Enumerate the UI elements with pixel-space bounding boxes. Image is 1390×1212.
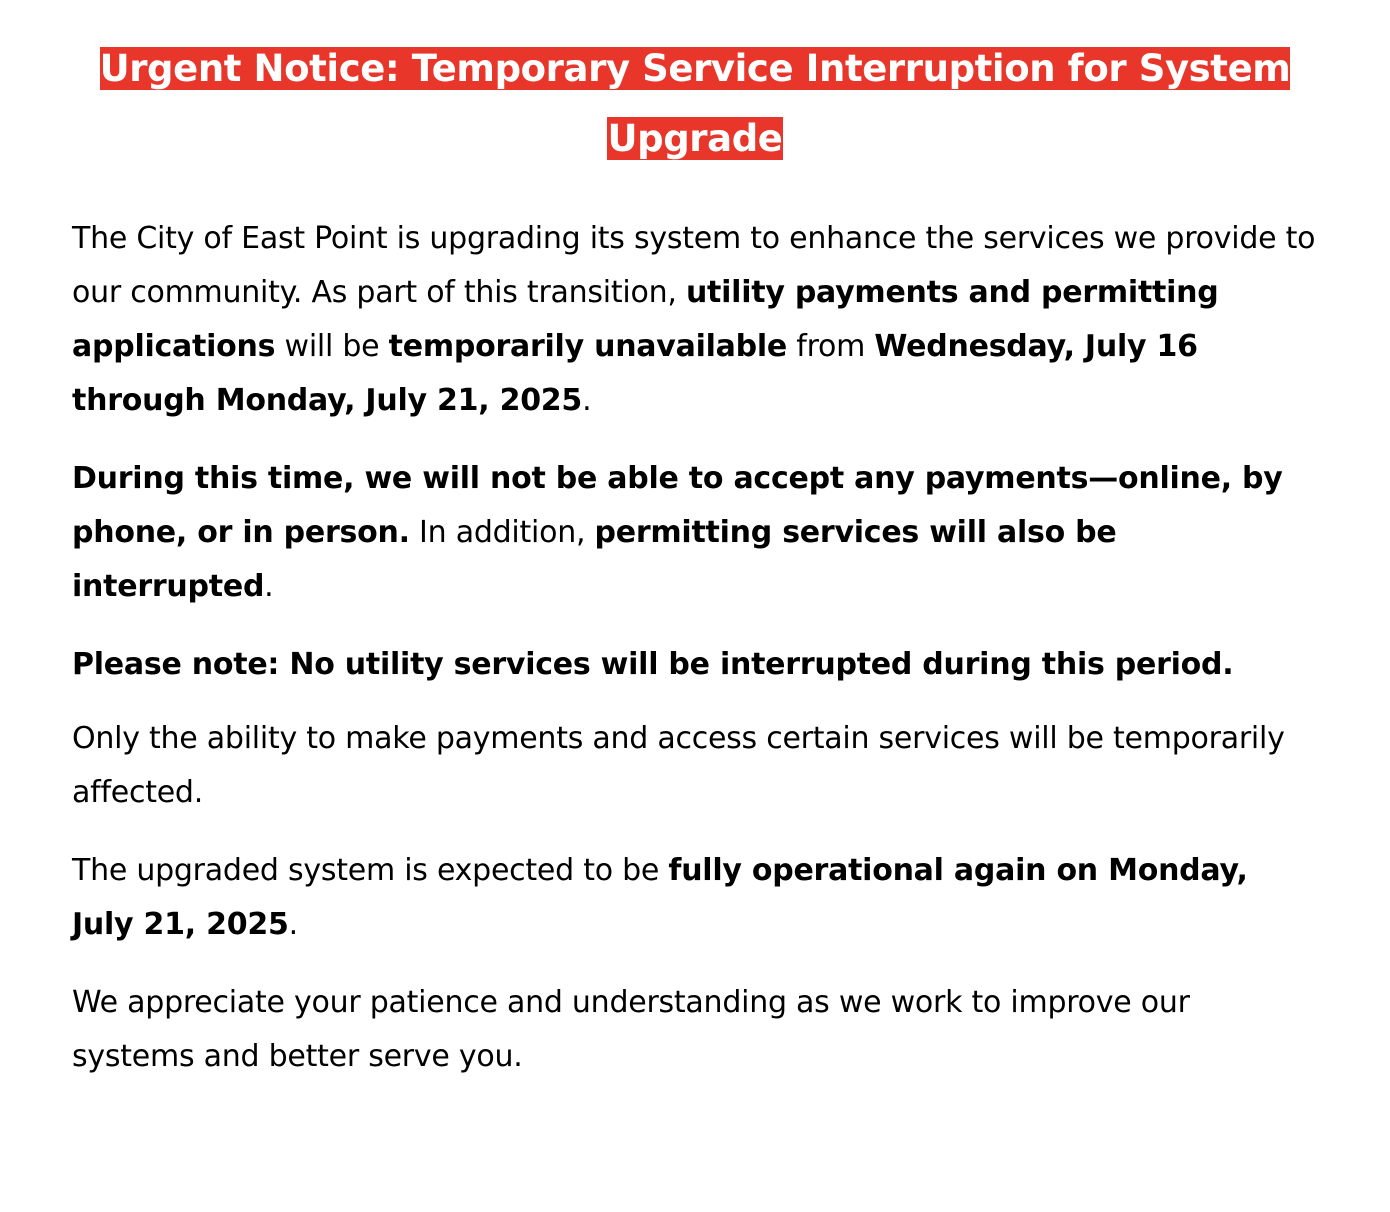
- paragraph-system-upgrade: [72, 212, 1318, 428]
- p5-bold-1: fully operational again on Monday, July 21, 2025: [72, 853, 1248, 942]
- paragraph-appreciation: [72, 976, 1318, 1084]
- p1-text-4: .: [582, 383, 592, 418]
- p1-bold-3: Wednesday, July 16 through Monday, July 21, 2025: [72, 329, 1198, 418]
- p1-text-3: from: [787, 329, 875, 364]
- paragraph-fully-operational: [72, 844, 1318, 952]
- p2-text-2: .: [264, 569, 274, 604]
- p2-bold-1: During this time, we will not be able to accept any payments—online, by phone, or in person.: [72, 461, 1283, 550]
- p5-text-2: .: [288, 907, 298, 942]
- p2-bold-2: permitting services will also be interrupted: [72, 515, 1117, 604]
- p2-text-1: In addition,: [409, 515, 595, 550]
- notice-title-wrap: [72, 0, 1318, 174]
- p1-bold-2: temporarily unavailable: [388, 329, 788, 364]
- p6-text-1: We appreciate your patience and understanding as we work to improve our systems and better serve you.: [72, 985, 1190, 1074]
- paragraph-please-note: [72, 638, 1318, 692]
- paragraph-payments-unavailable: [72, 452, 1318, 614]
- p4-text-1: Only the ability to make payments and access certain services will be temporarily affected.: [72, 721, 1285, 810]
- p5-text-1: The upgraded system is expected to be: [72, 853, 669, 888]
- p1-bold-1: utility payments and permitting applications: [72, 275, 1219, 364]
- notice-title: Urgent Notice: Temporary Service Interruption for System Upgrade: [99, 47, 1291, 160]
- paragraph-only-ability: [72, 712, 1318, 820]
- p1-text-2: will be: [275, 329, 389, 364]
- p1-text-1: The City of East Point is upgrading its system to enhance the services we provide to our community. As part of this transition,: [72, 221, 1316, 310]
- p3-bold-1: Please note: No utility services will be interrupted during this period.: [72, 647, 1234, 682]
